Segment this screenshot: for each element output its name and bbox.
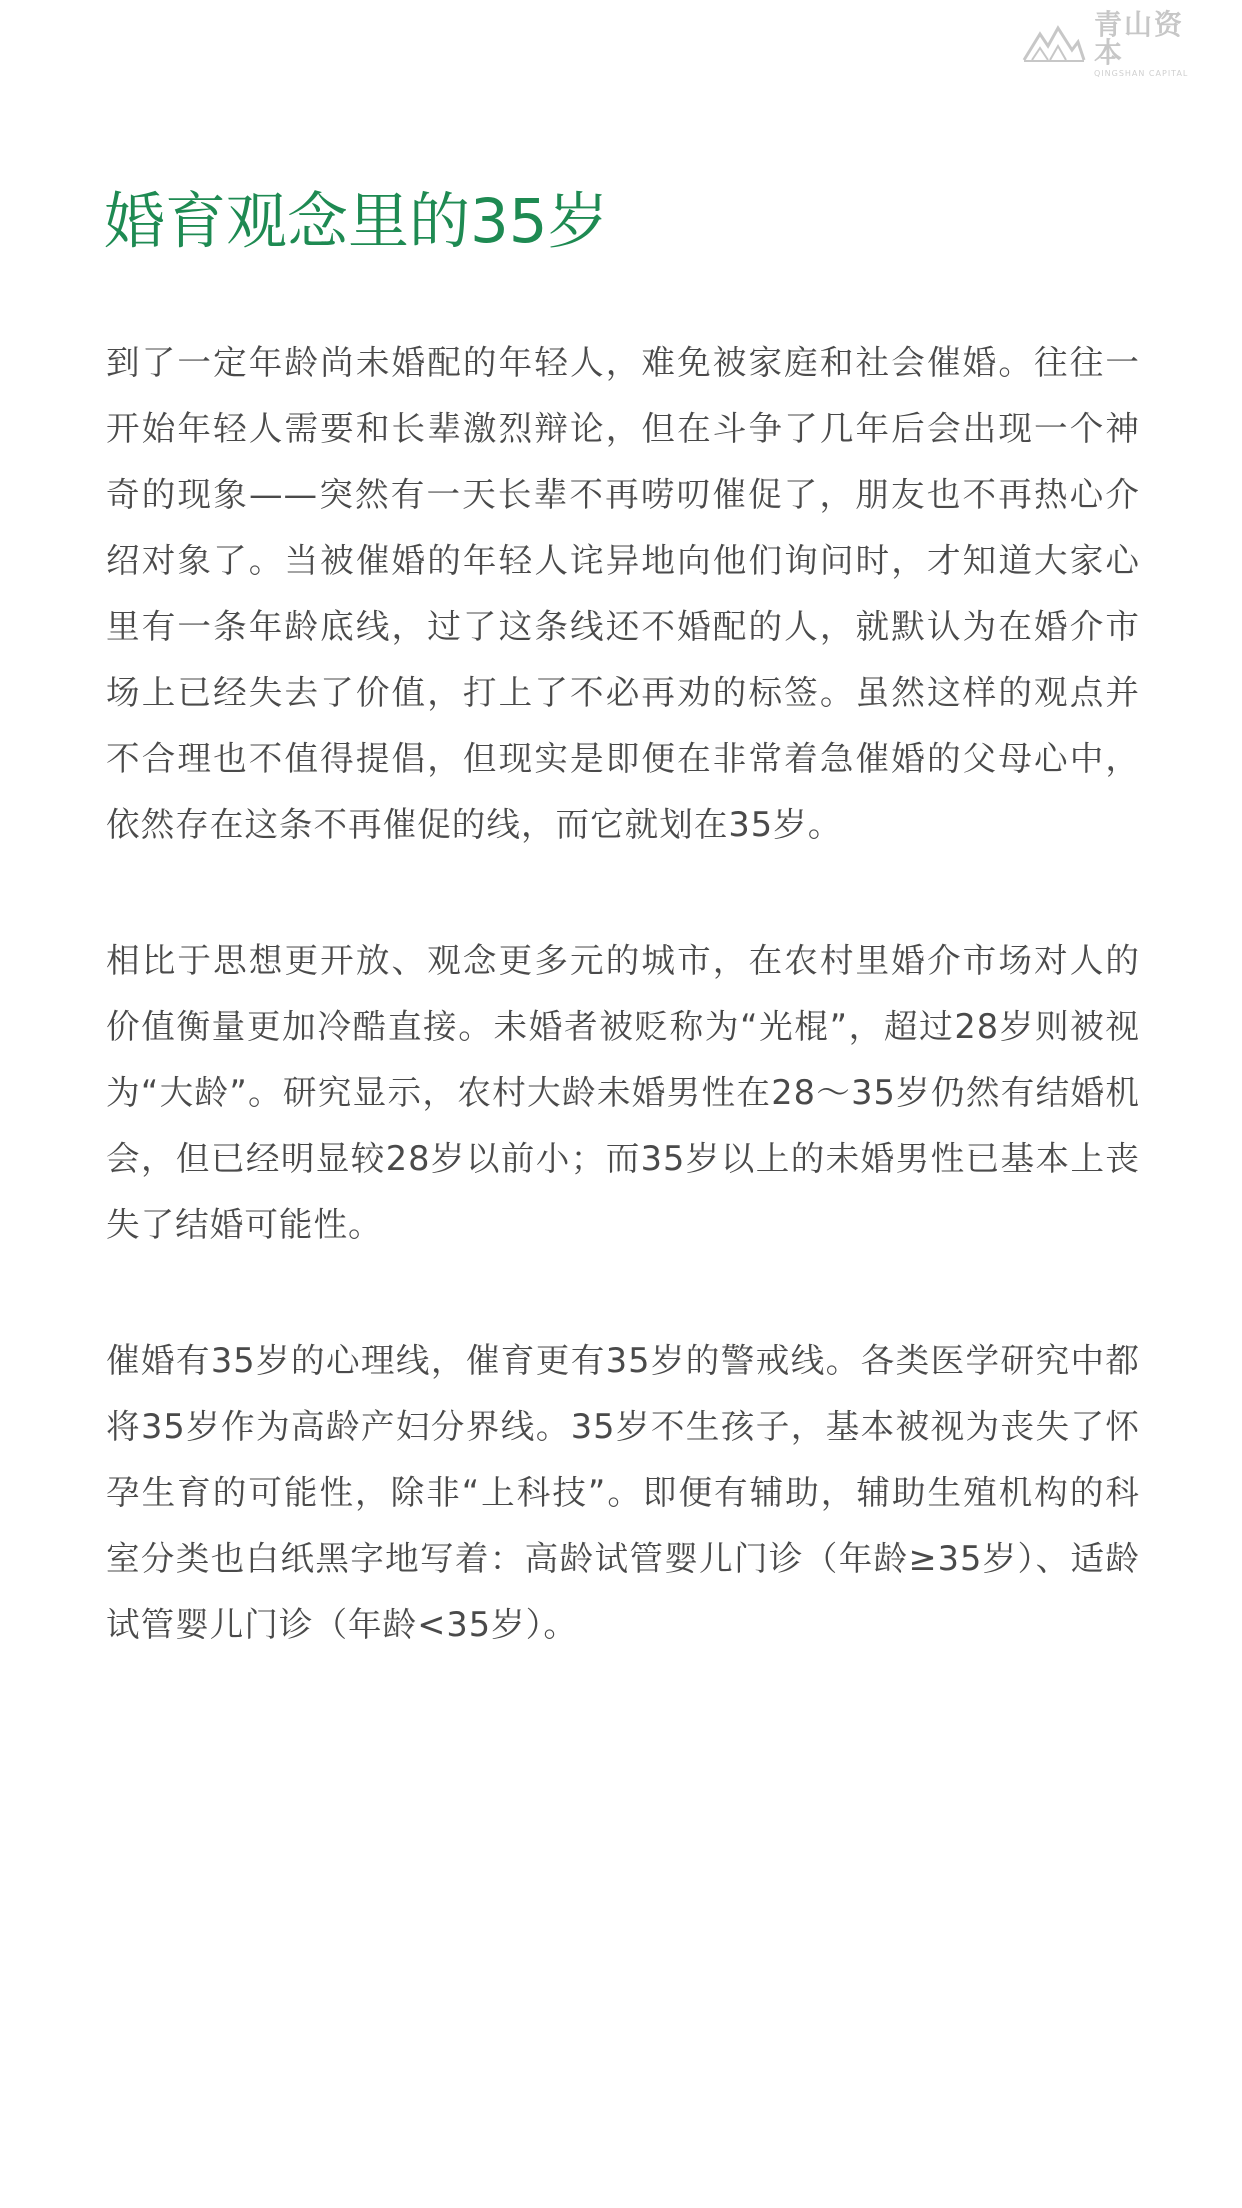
paragraph-2: 相比于思想更开放、观念更多元的城市，在农村里婚介市场对人的价值衡量更加冷酷直接。未婚者被贬称为“光棍”，超过28岁则被视为“大龄”。研究显示，农村大龄未婚男性在28～35岁仍然有结婚机会，但已经明显较28岁以前小；而35岁以上的未婚男性已基本上丧失了结婚可能性。 bbox=[106, 941, 1140, 1244]
brand-logo bbox=[1022, 7, 1212, 78]
paragraph-1: 到了一定年龄尚未婚配的年轻人，难免被家庭和社会催婚。往往一开始年轻人需要和长辈激烈辩论，但在斗争了几年后会出现一个神奇的现象——突然有一天长辈不再唠叨催促了，朋友也不再热心介绍对象了。当被催婚的年轻人诧异地向他们询问时，才知道大家心里有一条年龄底线，过了这条线还不婚配的人，就默认为在婚介市场上已经失去了价值，打上了不必再劝的标签。虽然这样的观点并不合理也不值得提倡，但现实是即便在非常着急催婚的父母心中，依然存在这条不再催促的线，而它就划在35岁。 bbox=[106, 343, 1140, 844]
brand-name: 青山资本 bbox=[1094, 7, 1185, 69]
article-body bbox=[106, 330, 1140, 1728]
brand-subtitle: QINGSHAN CAPITAL bbox=[1094, 68, 1189, 78]
article-title: 婚育观念里的35岁 bbox=[104, 186, 609, 257]
brand-text bbox=[1094, 7, 1212, 78]
mountain-logo-icon bbox=[1022, 24, 1086, 64]
paragraph-3: 催婚有35岁的心理线，催育更有35岁的警戒线。各类医学研究中都将35岁作为高龄产妇分界线。35岁不生孩子，基本被视为丧失了怀孕生育的可能性，除非“上科技”。即便有辅助，辅助生殖机构的科室分类也白纸黑字地写着：高龄试管婴儿门诊（年龄≥35岁）、适龄试管婴儿门诊（年龄<35岁）。 bbox=[106, 1341, 1140, 1644]
